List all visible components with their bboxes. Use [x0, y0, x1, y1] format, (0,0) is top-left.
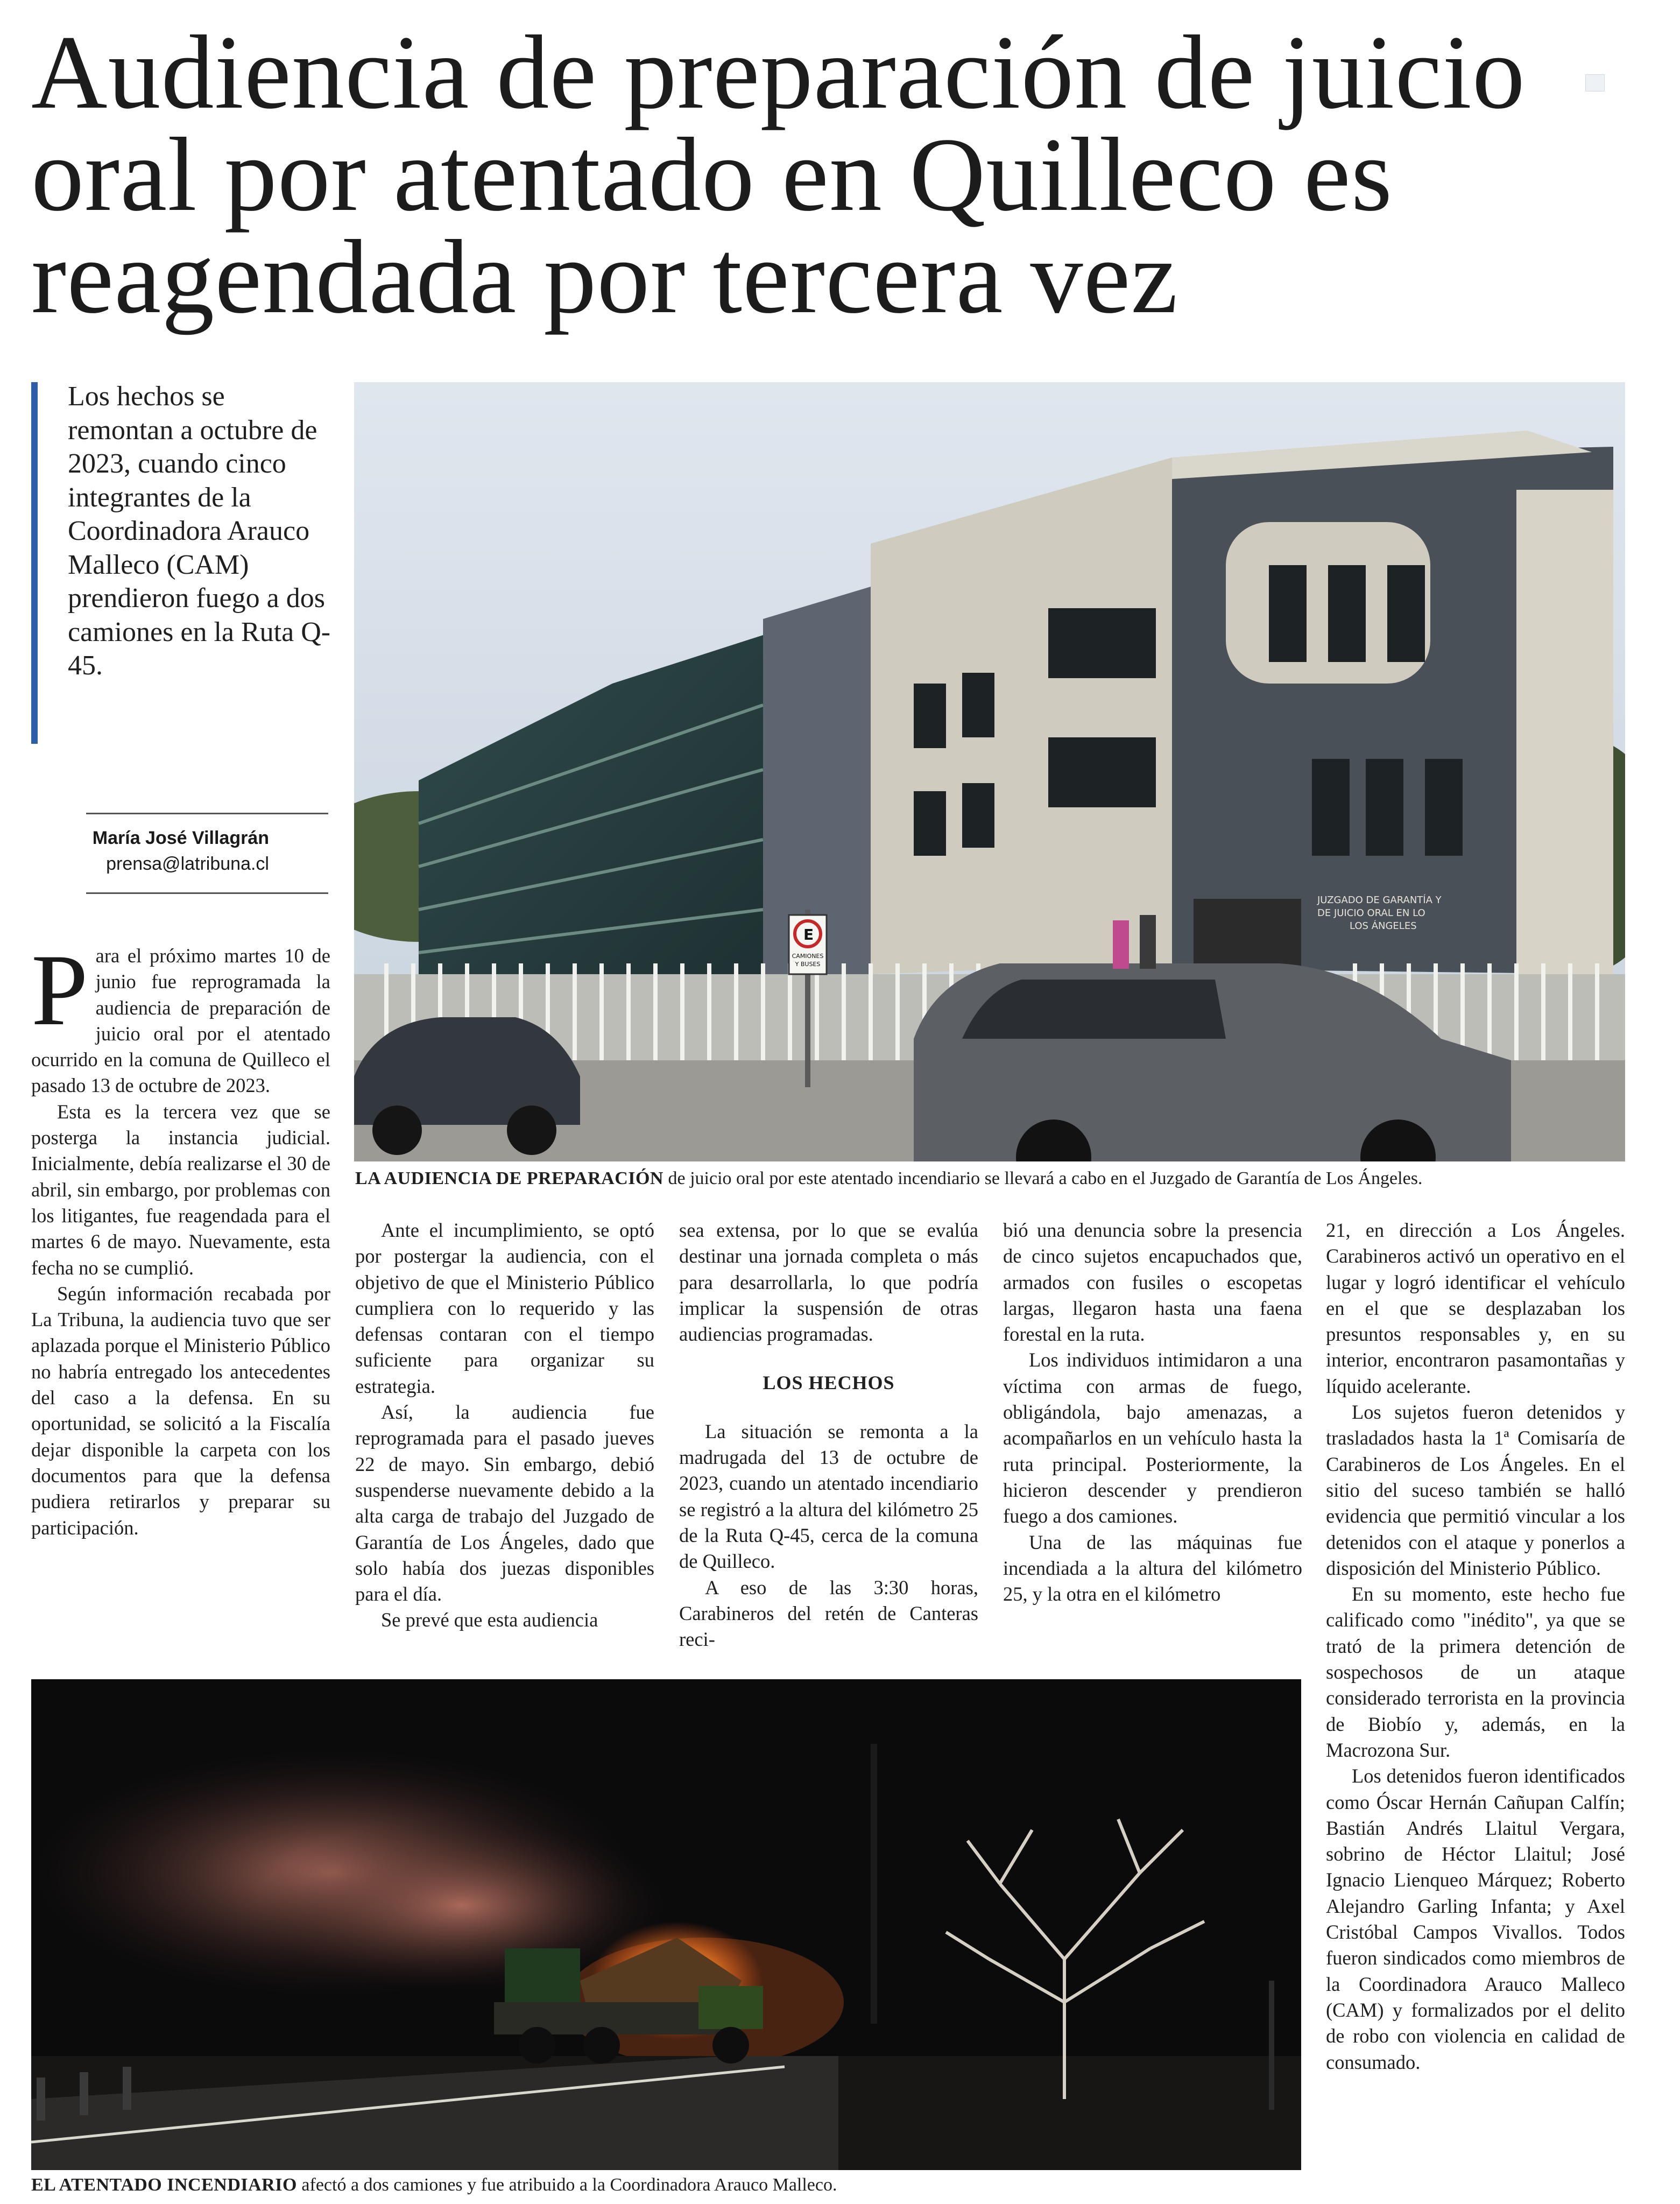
- building-sign-line3: LOS ÁNGELES: [1350, 920, 1417, 932]
- sign-line1: CAMIONES: [792, 953, 824, 960]
- paragraph: Los individuos intimidaron a una víctima con armas de fuego, obligándola, bajo amenazas, a acompañarlos en un vehículo hasta la ruta principal. Posteriormente, la hicieron descender y prendieron fuego a dos camiones.: [1003, 1349, 1302, 1527]
- byline-rule-top: [86, 813, 328, 814]
- body-column-5: [1326, 1217, 1625, 2075]
- byline-email[interactable]: prensa@latribuna.cl: [106, 854, 269, 874]
- dropcap: P: [31, 934, 88, 1047]
- page-marker-icon: [1585, 74, 1605, 91]
- paragraph: Esta es la tercera vez que se posterga la instancia judicial. Inicialmente, debía realizarse el 30 de abril, sin embargo, por problemas con los litigantes, fue reagendada para el martes 6 de mayo. Nuevamente, esta fecha no se cumplió.: [31, 1100, 330, 1279]
- bottom-photo-caption: [31, 2174, 837, 2196]
- burning-trucks-photo: [31, 1679, 1301, 2170]
- paragraph: Una de las máquinas fue incendiada a la altura del kilómetro 25, y la otra en el kilómetro: [1003, 1531, 1302, 1606]
- paragraph: En su momento, este hecho fue calificado como "inédito", ya que se trató de la primera detención de sospechosos de un ataque considerado terrorista en la provincia de Biobío y, además, en la Macrozona Sur.: [1326, 1583, 1625, 1761]
- paragraph: Para el próximo martes 10 de junio fue reprogramada la audiencia de preparación de juicio oral por el atentado ocurrido en la comuna de Quilleco el pasado 13 de octubre de 2023.: [31, 934, 330, 1097]
- headline: Audiencia de preparación de juicio oral por atentado en Quilleco es reagendada por tercera vez: [31, 14, 1526, 335]
- paragraph: Ante el incumplimiento, se optó por postergar la audiencia, con el objetivo de que el Ministerio Público cumpliera con lo requerido y las defensas contaran con el tiempo suficiente para organizar su estrategia.: [355, 1219, 654, 1397]
- byline-rule-bottom: [86, 892, 328, 894]
- paragraph: bió una denuncia sobre la presencia de cinco sujetos encapuchados que, armados con fusiles o escopetas largas, llegaron hasta una faena forestal en la ruta.: [1003, 1219, 1302, 1346]
- section-subhead: LOS HECHOS: [763, 1372, 895, 1394]
- body-column-3: [679, 1217, 978, 1652]
- paragraph: La situación se remonta a la madrugada del 13 de octubre de 2023, cuando un atentado incendiario se registró a la altura del kilómetro 25 de la Ruta Q-45, cerca de la comuna de Quilleco.: [679, 1420, 978, 1573]
- lede: Los hechos se remontan a octubre de 2023, cuando cinco integrantes de la Coordinadora Arauco Malleco (CAM) prendieron fuego a dos camiones en la Ruta Q-45.: [68, 381, 331, 681]
- top-photo-caption: [355, 1168, 1422, 1189]
- building-sign-line1: JUZGADO DE GARANTÍA Y: [1317, 895, 1442, 906]
- body-column-4: [1003, 1217, 1302, 1607]
- body-column-1: [31, 934, 330, 1541]
- byline-author: María José Villagrán: [92, 828, 269, 848]
- paragraph: Los detenidos fueron identificados como Óscar Hernán Cañupan Calfín; Bastián Andrés Llaitul Vergara, sobrino de Héctor Llaitul; José Ignacio Lienqueo Márquez; Roberto Alejandro Garling Infanta; y Axel Cristóbal Campos Vivallos. Todos fueron sindicados como miembros de la Coordinadora Arauco Malleco (CAM) y formalizados por el delito de robo con violencia en calidad de consumado.: [1326, 1765, 1625, 2073]
- paragraph: Los sujetos fueron detenidos y trasladados hasta la 1ª Comisaría de Carabineros de Los Ángeles. En el sitio del suceso también se halló evidencia que permitió vincular a los detenidos con el ataque y ponerlos a disposición del Ministerio Público.: [1326, 1401, 1625, 1579]
- top-caption-text: de juicio oral por este atentado incendiario se llevará a cabo en el Juzgado de Garantía de Los Ángeles.: [668, 1168, 1423, 1188]
- svg-text:E: E: [803, 926, 814, 943]
- paragraph: sea extensa, por lo que se evalúa destinar una jornada completa o más para desarrollarla, lo que podría implicar la suspensión de otras audiencias programadas.: [679, 1219, 978, 1346]
- paragraph: Se prevé que esta audiencia: [381, 1609, 598, 1631]
- bottom-caption-lead: EL ATENTADO INCENDIARIO: [31, 2175, 297, 2195]
- paragraph: A eso de las 3:30 horas, Carabineros del retén de Canteras reci-: [679, 1576, 978, 1651]
- top-caption-lead: LA AUDIENCIA DE PREPARACIÓN: [355, 1168, 663, 1188]
- building-sign-line2: DE JUICIO ORAL EN LO: [1317, 907, 1425, 919]
- bottom-caption-text: afectó a dos camiones y fue atribuido a la Coordinadora Arauco Malleco.: [301, 2175, 837, 2195]
- paragraph: Según información recabada por La Tribuna, la audiencia tuvo que ser aplazada porque el Ministerio Público no habría entregado los antecedentes del caso a la defensa. En su oportunidad, se solicitó a la Fiscalía dejar disponible la carpeta con los documentos para que la defensa pudiera retirarlos y preparar su participación.: [31, 1282, 330, 1539]
- body-column-2: [355, 1217, 654, 1633]
- sign-line2: Y BUSES: [795, 961, 821, 968]
- lede-accent-bar: [31, 382, 38, 744]
- paragraph: 21, en dirección a Los Ángeles. Carabineros activó un operativo en el lugar y logró identificar el vehículo en el que se desplazaban los presuntos responsables y, en su interior, encontraron pasamontañas y líquido acelerante.: [1326, 1219, 1625, 1397]
- courthouse-photo: [354, 382, 1625, 1161]
- paragraph: Así, la audiencia fue reprogramada para el pasado jueves 22 de mayo. Sin embargo, debió suspenderse nuevamente debido a la alta carga de trabajo del Juzgado de Garantía de Los Ángeles, dado que solo había dos juezas disponibles para el día.: [355, 1401, 654, 1606]
